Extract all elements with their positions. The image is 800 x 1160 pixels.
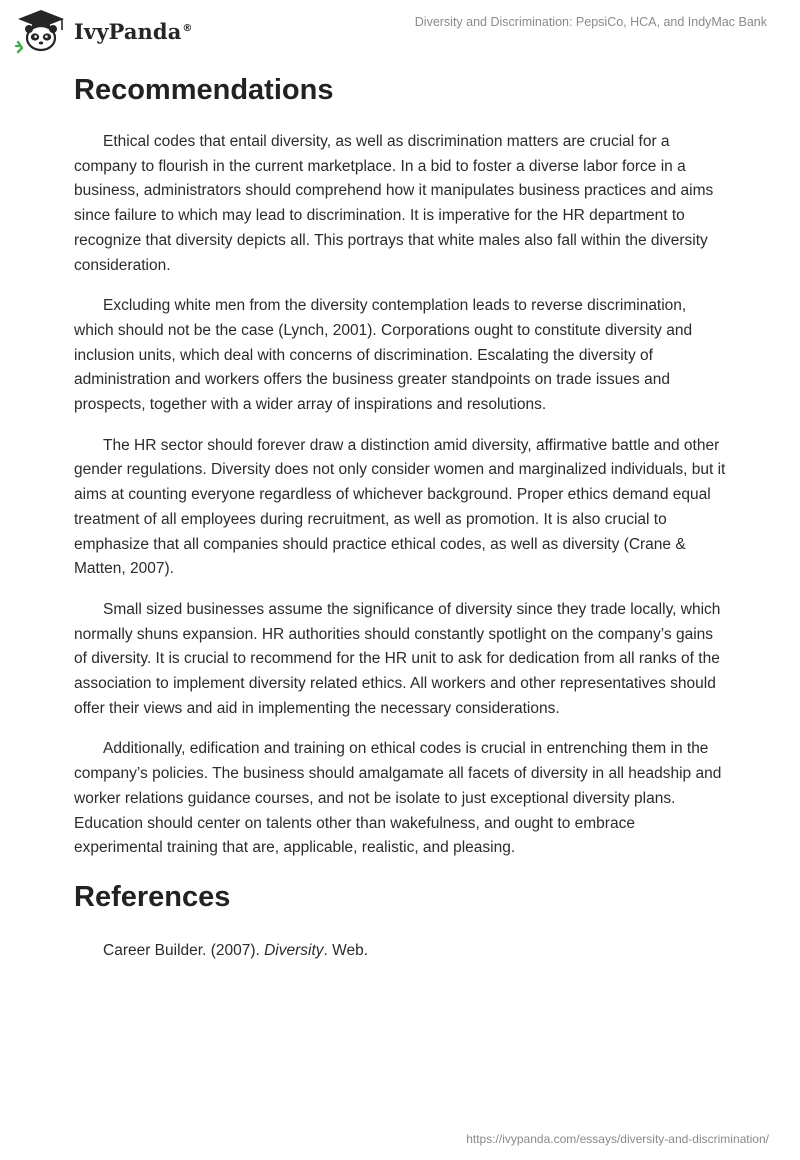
reference-suffix: . Web. <box>323 941 369 959</box>
references-section <box>74 877 726 963</box>
paragraph-5: Additionally, edification and training on ethical codes is crucial in entrenching them in the company’s policies. The business should amalgamate all facets of diversity in all headship and worker relations guidance courses, and not be isolate to just exceptional diversity plans. Education should center on talents other than wakefulness, and ought to embrace experimental training that are, applicable, realistic, and pleasing. <box>74 740 722 857</box>
paragraph-4: Small sized businesses assume the significance of diversity since they trade locally, which normally shuns expansion. HR authorities should constantly spotlight on the company’s gains of diversity. It is crucial to recommend for the HR unit to ask for dedication from all ranks of the association to implement diversity related ethics. All workers and other representatives should offer their views and aid in implementing the necessary considerations. <box>74 600 721 717</box>
reference-item <box>74 939 726 963</box>
page-header <box>0 0 800 64</box>
paragraph-2: Excluding white men from the diversity contemplation leads to reverse discrimination, which should not be the case (Lynch, 2001). Corporations ought to constitute diversity and inclusion units, which deal with concerns of discrimination. Escalating the diversity of administration and workers offers the business greater standpoints on trade issues and prospects, together with a wider array of inspirations and resolutions. <box>74 297 693 414</box>
paragraph-1: Ethical codes that entail diversity, as well as discrimination matters are crucial for a company to flourish in the current marketplace. In a bid to foster a diverse labor force in a business, administrators should comprehend how it manipulates business practices and aims since failure to which may lead to discrimination. It is imperative for the HR department to recognize that diversity depicts all. This portrays that white males also fall within the diversity consideration. <box>74 133 714 274</box>
essay-content <box>74 70 726 963</box>
ivypanda-logo[interactable] <box>14 8 193 54</box>
panda-graduate-icon <box>14 8 68 54</box>
recommendations-section <box>74 70 726 861</box>
registered-mark: ® <box>182 22 193 34</box>
brand-name: IvyPanda® <box>74 18 193 44</box>
reference-author-year: Career Builder. (2007). <box>103 941 265 959</box>
document-title: Diversity and Discrimination: PepsiCo, HCA, and IndyMac Bank <box>414 15 767 29</box>
paragraph-3: The HR sector should forever draw a distinction amid diversity, affirmative battle and other gender regulations. Diversity does not only consider women and marginalized individuals, but it aims at counting everyone regardless of whichever background. Proper ethics demand equal treatment of all employees during recruitment, as well as promotion. It is also crucial to emphasize that all companies should practice ethical codes, as well as diversity (Crane & Matten, 2007). <box>74 436 726 578</box>
references-heading: References <box>74 880 231 913</box>
recommendations-heading: Recommendations <box>74 74 334 106</box>
footer-url[interactable]: https://ivypanda.com/essays/diversity-and-discrimination/ <box>466 1132 769 1146</box>
reference-title: Diversity <box>264 941 324 959</box>
